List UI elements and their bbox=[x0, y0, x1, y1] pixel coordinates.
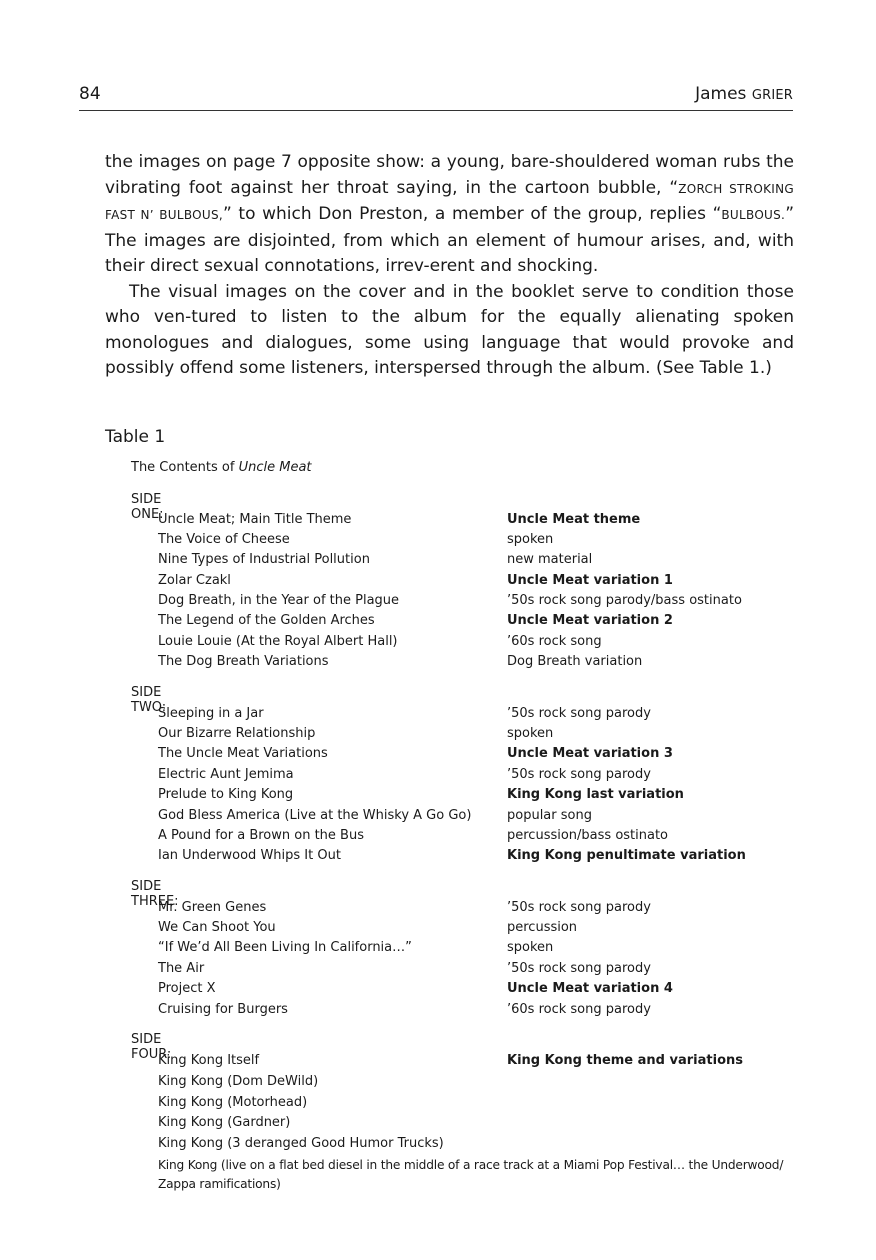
track-description: ’50s rock song parody bbox=[507, 767, 651, 782]
running-head-first: James bbox=[695, 84, 752, 104]
track-title: Uncle Meat; Main Title Theme bbox=[158, 512, 352, 527]
table-caption bbox=[131, 460, 312, 475]
track-title: King Kong (3 deranged Good Humor Trucks) bbox=[158, 1136, 444, 1151]
track-title: The Dog Breath Variations bbox=[158, 654, 329, 669]
side-label: SIDE TWO: bbox=[131, 685, 167, 715]
paragraph-1-part-3: ” The images are disjointed, from which an element of humour arises, and, with their direct sexual connotations, irrev-erent and shocking. bbox=[105, 204, 794, 276]
paragraph-1-part-1: the images on page 7 opposite show: a young, bare-shouldered woman rubs the vibrating foot against her throat saying, in the cartoon bubble, “ bbox=[105, 152, 794, 198]
body-text bbox=[105, 150, 794, 382]
track-title: Sleeping in a Jar bbox=[158, 706, 264, 721]
track-description: Uncle Meat variation 3 bbox=[507, 746, 673, 761]
track-description: percussion bbox=[507, 920, 578, 935]
page-header bbox=[79, 84, 793, 108]
running-head-last: GRIER bbox=[751, 88, 793, 103]
table-caption-title: Uncle Meat bbox=[238, 460, 312, 475]
track-description: spoken bbox=[507, 726, 554, 741]
track-title: King Kong (Motorhead) bbox=[158, 1095, 308, 1110]
track-title: Prelude to King Kong bbox=[158, 787, 294, 802]
page-number: 84 bbox=[79, 84, 101, 104]
track-title: The Voice of Cheese bbox=[158, 532, 290, 547]
track-description: King Kong penultimate variation bbox=[507, 848, 746, 863]
track-title: The Air bbox=[158, 961, 205, 976]
track-title: We Can Shoot You bbox=[158, 920, 276, 935]
table-label: Table 1 bbox=[105, 427, 166, 447]
track-description: Uncle Meat theme bbox=[507, 512, 641, 527]
track-description: Uncle Meat variation 1 bbox=[507, 573, 673, 588]
track-title: Zolar Czakl bbox=[158, 573, 231, 588]
track-description: King Kong last variation bbox=[507, 787, 684, 802]
track-title: Project X bbox=[158, 981, 216, 996]
track-description: Dog Breath variation bbox=[507, 654, 643, 669]
track-description: ’50s rock song parody bbox=[507, 706, 651, 721]
track-title: The Uncle Meat Variations bbox=[158, 746, 328, 761]
track-description: spoken bbox=[507, 532, 554, 547]
paragraph-2: The visual images on the cover and in the booklet serve to condition those who ven-tured to listen to the album for the equally alienating spoken monologues and dialogues, some using language that would provoke and possibly offend some listeners, interspersed through the album. (See Table 1.) bbox=[105, 281, 794, 378]
track-title: “If We’d All Been Living In California…” bbox=[158, 940, 412, 955]
track-description: percussion/bass ostinato bbox=[507, 828, 669, 843]
track-description: popular song bbox=[507, 808, 592, 823]
track-description: ’50s rock song parody bbox=[507, 961, 651, 976]
side-label: SIDE ONE: bbox=[131, 492, 164, 522]
cartoon-caption-1: ZORCH STROKING FAST N’ BULBOUS, bbox=[105, 181, 794, 222]
track-title: King Kong Itself bbox=[158, 1053, 260, 1068]
track-title: Our Bizarre Relationship bbox=[158, 726, 316, 741]
track-title: Ian Underwood Whips It Out bbox=[158, 848, 341, 863]
track-title: A Pound for a Brown on the Bus bbox=[158, 828, 364, 843]
track-description: ’60s rock song parody bbox=[507, 1002, 651, 1017]
track-title: The Legend of the Golden Arches bbox=[158, 613, 375, 628]
track-title: Louie Louie (At the Royal Albert Hall) bbox=[158, 634, 398, 649]
cartoon-caption-2: BULBOUS. bbox=[721, 208, 786, 222]
track-title: King Kong (Dom DeWild) bbox=[158, 1074, 319, 1089]
track-title: King Kong (live on a flat bed diesel in the middle of a race track at a Miami Pop Festival… the Underwood/ Zappa ramifications) bbox=[158, 1158, 784, 1191]
track-description: new material bbox=[507, 552, 593, 567]
paragraph-1-part-2: ” to which Don Preston, a member of the group, replies “ bbox=[223, 204, 722, 224]
track-description: spoken bbox=[507, 940, 554, 955]
side-label: SIDE FOUR: bbox=[131, 1032, 172, 1062]
track-title: Nine Types of Industrial Pollution bbox=[158, 552, 370, 567]
side-label: SIDE THREE: bbox=[131, 879, 179, 909]
track-title: Dog Breath, in the Year of the Plague bbox=[158, 593, 400, 608]
running-head bbox=[695, 84, 793, 104]
track-title: Electric Aunt Jemima bbox=[158, 767, 294, 782]
header-rule bbox=[79, 110, 793, 111]
track-title: King Kong (Gardner) bbox=[158, 1115, 291, 1130]
track-title: God Bless America (Live at the Whisky A Go Go) bbox=[158, 808, 472, 823]
track-description: King Kong theme and variations bbox=[507, 1053, 743, 1068]
paragraph-1 bbox=[105, 150, 794, 280]
track-description: ’50s rock song parody bbox=[507, 900, 651, 915]
track-description: ’60s rock song bbox=[507, 634, 602, 649]
table-caption-prefix: The Contents of bbox=[131, 460, 239, 475]
track-description: ’50s rock song parody/bass ostinato bbox=[507, 593, 742, 608]
track-title: Cruising for Burgers bbox=[158, 1002, 288, 1017]
track-title: Mr. Green Genes bbox=[158, 900, 267, 915]
track-description: Uncle Meat variation 2 bbox=[507, 613, 673, 628]
track-description: Uncle Meat variation 4 bbox=[507, 981, 673, 996]
